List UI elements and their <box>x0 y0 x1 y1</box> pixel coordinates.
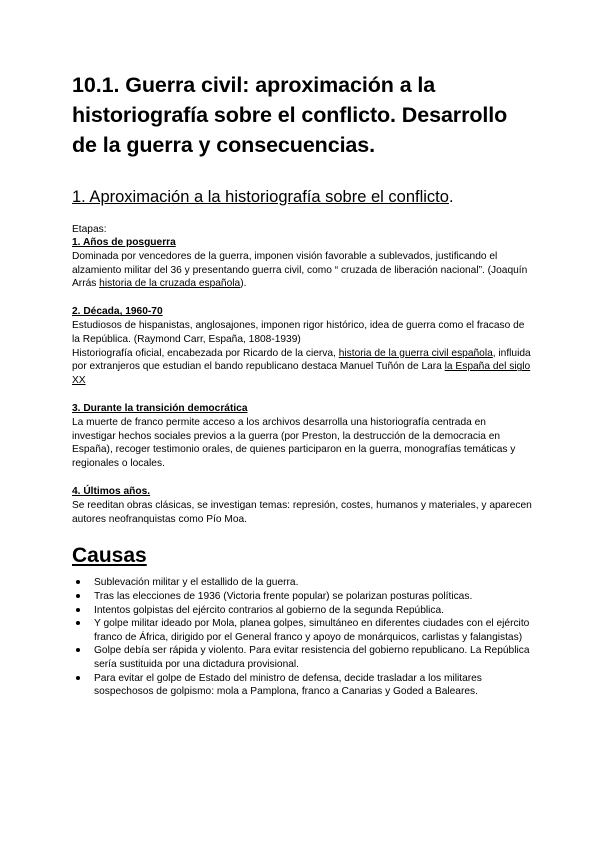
stage-ultimos-anos <box>72 485 532 526</box>
document-page <box>72 70 532 699</box>
list-item-text: Y golpe militar ideado por Mola, planea golpes, simultáneo en diferentes ciudades con el ejército franco de África, dirigido por el General franco y apoyo de monárquicos, carlistas y falangistas) <box>94 618 530 643</box>
bullet-icon <box>76 621 80 625</box>
bullet-icon <box>76 580 80 584</box>
stage-posguerra <box>72 236 532 291</box>
stage-text: Se reeditan obras clásicas, se investigan temas: represión, costes, humanos y materiales, y aparecen autores neofranquistas como Pío Moa. <box>72 499 532 525</box>
stage-text <box>72 250 532 291</box>
stage-transicion <box>72 402 532 471</box>
etapas-label <box>72 223 532 236</box>
stage-text-part: ). <box>240 278 247 290</box>
list-item-text: Golpe debía ser rápida y violento. Para evitar resistencia del gobierno republicano. La República sería sustituida por una dictadura provisional. <box>94 645 530 670</box>
book-link: la España del siglo XX <box>72 361 531 387</box>
bullet-icon <box>76 676 80 680</box>
causas-heading: Causas <box>72 544 147 568</box>
list-item-text: Sublevación militar y el estallido de la guerra. <box>94 577 299 589</box>
stage-title: 3. Durante la transición democrática <box>72 402 248 414</box>
etapas-colon: : <box>103 224 107 235</box>
list-item <box>72 590 532 604</box>
list-item <box>72 604 532 618</box>
stage-text-part: Historiografía oficial, encabezada por Ricardo de la cierva, <box>72 347 339 359</box>
causas-list <box>72 576 532 698</box>
stage-title: 1. Años de posguerra <box>72 237 176 248</box>
list-item-text: Intentos golpistas del ejército contrarios al gobierno de la segunda República. <box>94 604 444 616</box>
bullet-icon <box>76 594 80 598</box>
bullet-icon <box>76 608 80 612</box>
stage-title: 2. Década, 1960-70 <box>72 306 163 318</box>
stage-title: 4. Últimos años. <box>72 485 151 497</box>
list-item <box>72 644 532 671</box>
stage-text-part: Dominada por vencedores de la guerra, imponen visión favorable a sublevados, justificando el alzamiento militar del 36 y presentando guerra civil, como “ cruzada de liberación nacional”. (Joaquín Arrás <box>72 250 528 290</box>
stage-text: La muerte de franco permite acceso a los archivos desarrolla una historiografía centrada en investigar hechos sociales previos a la guerra (por Preston, la destrucción de la democracia en España), recoger testimonio orales, de quienes participaron en la guerra, monografías temáticas y regionales o locales. <box>72 416 516 470</box>
book-link: historia de la guerra civil española <box>338 347 493 359</box>
list-item <box>72 576 532 590</box>
stage-text-part: , influida por extranjeros que estudian el bando republicano destaca Manuel Tuñón de Lara <box>72 347 531 373</box>
section-heading-period: . <box>448 188 454 206</box>
section-heading-historiografia <box>72 186 532 208</box>
book-link: historia de la cruzada española <box>99 278 241 290</box>
stage-decada-1960-70 <box>72 305 532 388</box>
page-title: 10.1. Guerra civil: aproximación a la historiografía sobre el conflicto. Desarrollo de la guerra y consecuencias. <box>72 73 508 157</box>
stage-text: Estudiosos de hispanistas, anglosajones, imponen rigor histórico, idea de guerra como el fracaso de la República. (Raymond Carr, España, 1808-1939) <box>72 319 525 345</box>
list-item-text: Para evitar el golpe de Estado del ministro de defensa, decide trasladar a los militares sospechosos de golpismo: mola a Pamplona, franco a Canarias y Goded a Baleares. <box>94 672 482 698</box>
stage-text <box>72 347 532 388</box>
etapas-label-text: Etapas <box>72 224 104 235</box>
section-heading-text: 1. Aproximación a la historiografía sobre el conflicto <box>72 188 449 206</box>
bullet-icon <box>76 648 80 652</box>
list-item-text: Tras las elecciones de 1936 (Victoria frente popular) se polarizan posturas políticas. <box>94 590 473 602</box>
list-item <box>72 672 532 699</box>
list-item <box>72 617 532 644</box>
